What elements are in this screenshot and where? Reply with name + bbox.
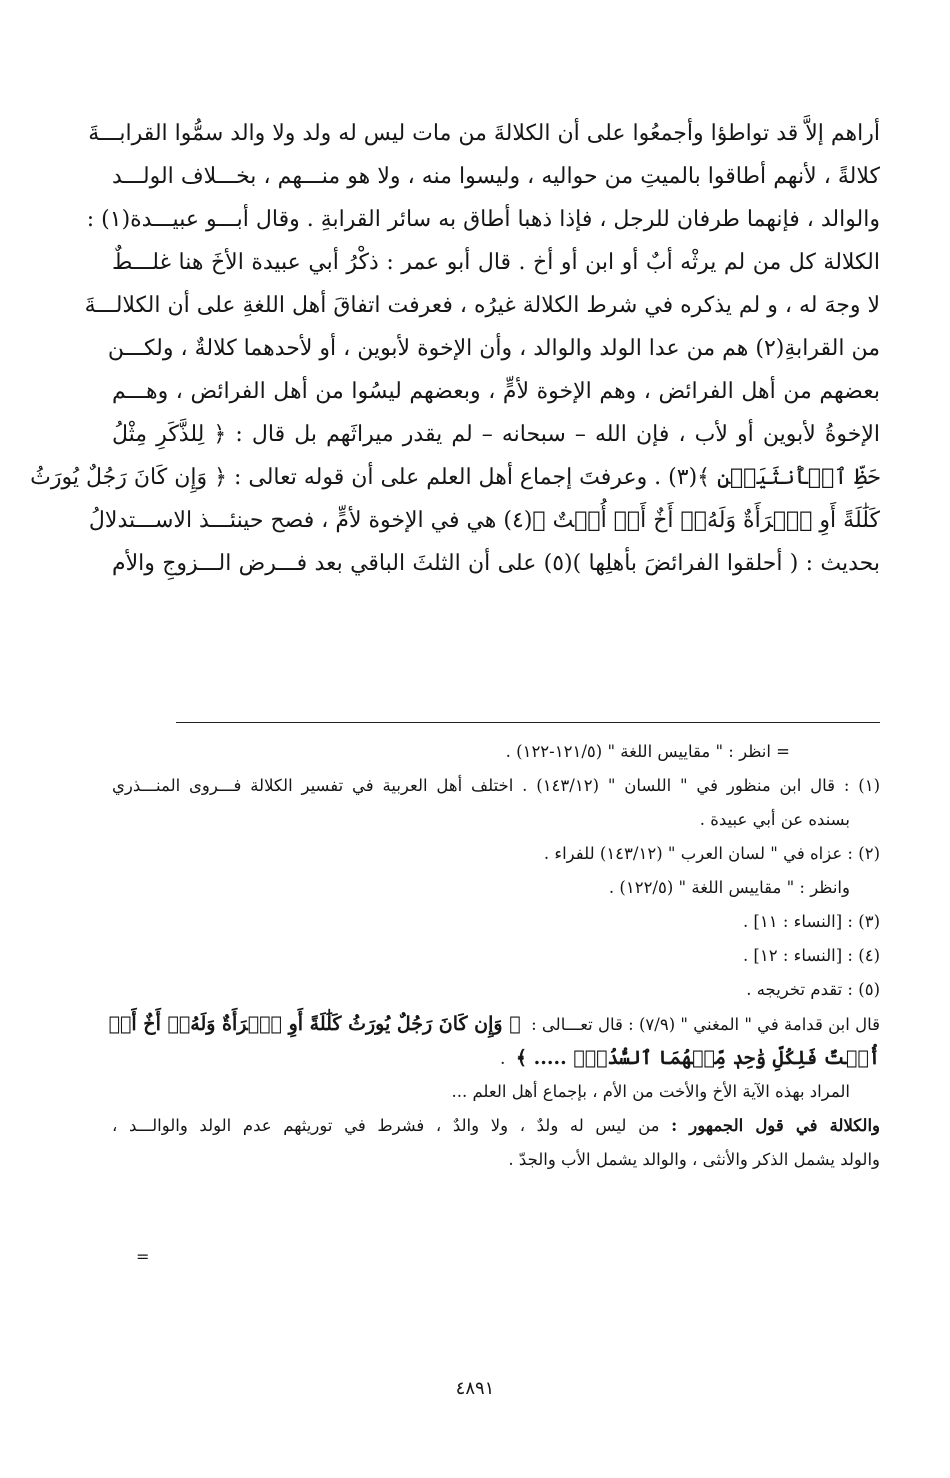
main-text-line: بحديث : ( أحلقوا الفرائضَ بأهلِها )(٥) على أن الثلثَ الباقي بعد فـــرض الـــزوجِ والأم	[112, 551, 880, 576]
main-text-line: والوالد ، فإنهما طرفان للرجل ، فإذا ذهبا أطاق به سائر القرابةِ . وقال أبـــو عبيـــدة(١) :	[86, 207, 880, 232]
footnote-note-line: المراد بهذه الآية الأخ والأخت من الأم ، بإجماع أهل العلم ...	[451, 1082, 850, 1101]
footnote-2-continued: وانظر : " مقاييس اللغة " (١٢٢/٥) .	[608, 878, 850, 897]
footnote-divider	[176, 722, 880, 723]
footnote-note-line: والولد يشمل الذكر والأنثى ، والوالد يشمل الأب والجدّ .	[508, 1150, 880, 1169]
footnote-3: (٣) : [النساء : ١١] .	[742, 912, 880, 931]
main-text-line: لا وجهَ له ، و لم يذكره في شرط الكلالة غيرُه ، فعرفت اتفاقَ أهل اللغةِ على أن الكلالـــةَ	[84, 293, 880, 318]
footnote-4: (٤) : [النساء : ١٢] .	[742, 946, 880, 965]
main-text-line: كَلَٰلَةً أَوِ ٱمۡرَأَةٌ وَلَهُۥٓ أَخٌ أَوۡ أُخۡتٌ ﴾(٤) هي في الإخوة لأمٍّ ، فصح حينئـــذ الاســـتدلالُ	[88, 508, 880, 533]
main-text-line: الإخوةُ لأبوين أو لأب ، فإن الله – سبحانه – لم يقدر ميراثَهم بل قال : ﴿ لِلذَّكَرِ مِثْلُ	[112, 422, 880, 447]
note-text: من ليس له ولدٌ ، ولا والدٌ ، فشرط في توريثهم عدم الولد والوالـــد ،	[112, 1116, 660, 1135]
main-text-block	[30, 112, 880, 585]
footnotes-block	[108, 735, 880, 1177]
quran-verse: ﴿ وَإِن كَانَ رَجُلٌ يُورَثُ كَلَٰلَةً أَوِ ٱمۡرَأَةٌ وَلَهُۥٓ أَخٌ أَوۡ	[108, 1013, 521, 1035]
main-text-line: كلالةً ، لأنهم أطاقوا بالميتِ من حواليه ، وليسوا منه ، ولا هو منـــهم ، بخـــلاف الولـــد	[112, 164, 880, 189]
main-text-line: حَظِّ ٱلۡأُنثَيَيۡنِ ﴾(٣) . وعرفتَ إجماع أهل العلم على أن قوله تعالى : ﴿ وَإِن كَانَ رَجُلٌ يُورَثُ	[30, 465, 880, 490]
footnote-note-line	[112, 1041, 880, 1075]
footnote-5: (٥) : تقدم تخريجه .	[746, 980, 880, 999]
continuation-mark: =	[136, 1247, 150, 1266]
footnote-note-line	[112, 1109, 880, 1143]
page-number: ٤٨٩١	[455, 1378, 495, 1399]
footnote-note-line	[108, 1007, 880, 1041]
note-punctuation: .	[500, 1049, 506, 1068]
footnote-1: (١) : قال ابن منظور في " اللسان " (١٤٣/١٢) . اختلف أهل العربية في تفسير الكلالة فـــروى المنـــذري	[112, 776, 880, 795]
main-text-line: أراهم إلاَّ قد تواطؤا وأجمعُوا على أن الكلالةَ من مات ليس له ولد ولا والد سمُّوا القرابـــةَ	[88, 121, 880, 146]
quran-verse-continued: أُخۡتٌ فَلِكُلِّ وَٰحِدٖ مِّنۡهُمَا ٱلسُّدُسُۚ ..... ﴾	[515, 1047, 880, 1069]
bold-phrase: والكلالة في قول الجمهور :	[671, 1116, 880, 1135]
footnote-2: (٢) : عزاه في " لسان العرب " (١٤٣/١٢) للفراء .	[543, 844, 880, 863]
note-citation: قال ابن قدامة في " المغني " (٧/٩) : قال تعـــالى :	[531, 1015, 880, 1034]
main-text-line: الكلالة كل من لم يرثْه أبٌ أو ابن أو أخ . قال أبو عمر : ذكْرُ أبي عبيدة الأخَ هنا غلـــطٌ	[112, 250, 880, 275]
footnote-continuation: = انظر : " مقاييس اللغة " (١٢١/٥-١٢٢) .	[505, 742, 790, 761]
main-text-line: بعضهم من أهل الفرائض ، وهم الإخوة لأمٍّ ، وبعضهم ليسُوا من أهل الفرائض ، وهـــم	[112, 379, 880, 404]
main-text-line: من القرابةِ(٢) هم من عدا الولد والوالد ، وأن الإخوة لأبوين ، أو لأحدهما كلالةٌ ، ولكـــن	[107, 336, 880, 361]
footnote-1-continued: بسنده عن أبي عبيدة .	[699, 810, 850, 829]
